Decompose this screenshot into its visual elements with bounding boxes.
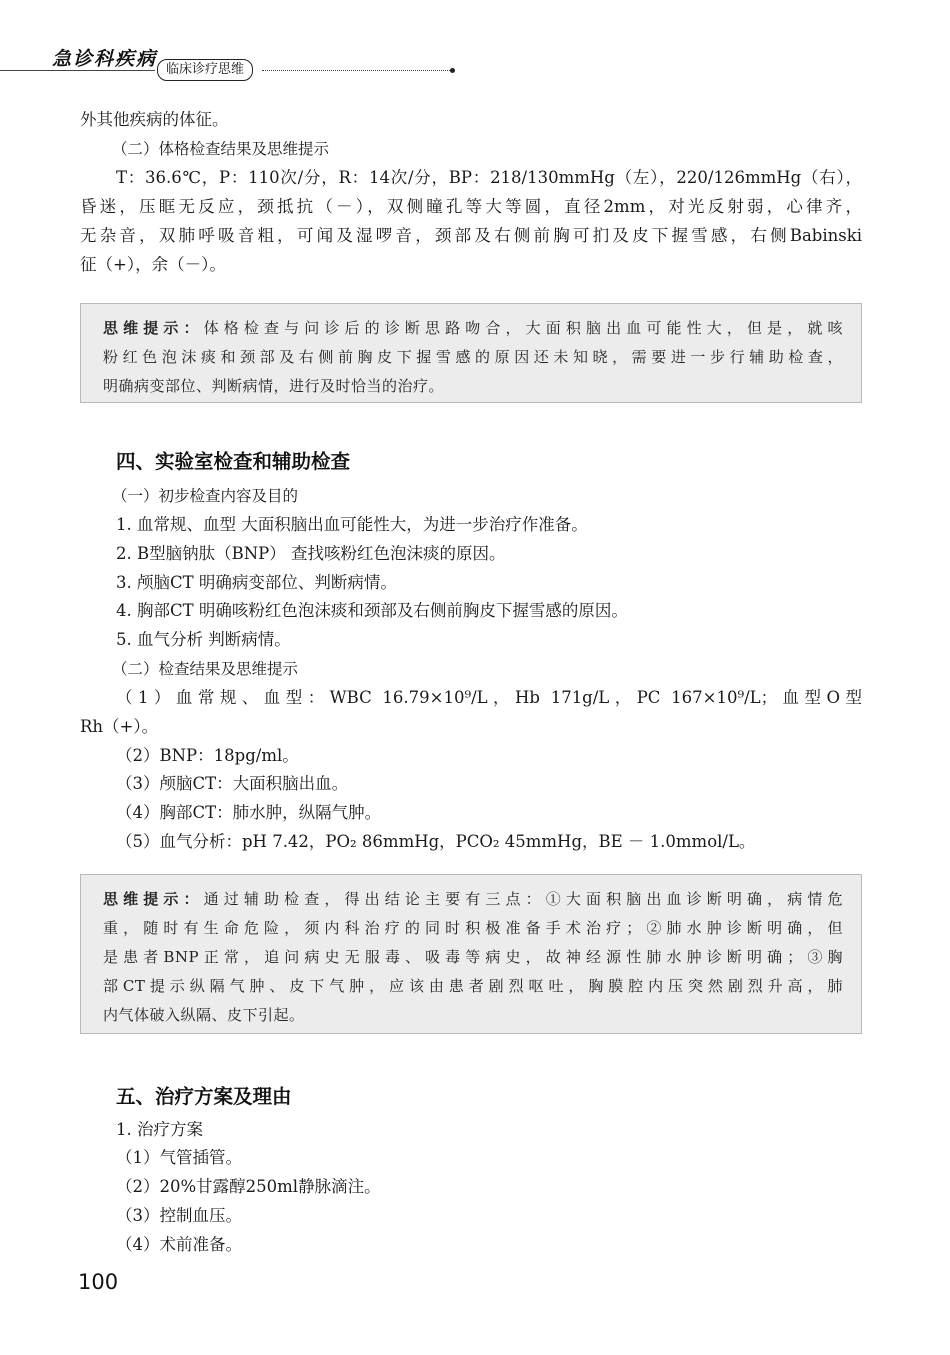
- list-item: （2）20%甘露醇250ml静脉滴注。: [116, 1177, 381, 1196]
- chapter-tag: 临床诊疗思维: [157, 59, 253, 81]
- tip-line: 是患者BNP正常，追问病史无服毒、吸毒等病史，故神经源性肺水肿诊断明确；③胸: [103, 948, 843, 966]
- list-item: （4）术前准备。: [116, 1235, 242, 1254]
- running-header: [0, 0, 950, 80]
- tip-label: 思维提示：: [103, 319, 204, 337]
- result-line: （5）血气分析：pH 7.42，PO₂ 86mmHg，PCO₂ 45mmHg，BE － 1.0mmol/L。: [116, 832, 756, 851]
- list-item: 1. 血常规、血型 大面积脑出血可能性大，为进一步治疗作准备。: [116, 515, 588, 534]
- result-line: （4）胸部CT：肺水肿，纵隔气肿。: [116, 803, 382, 822]
- tip-line: 粉红色泡沫痰和颈部及右侧前胸皮下握雪感的原因还未知晓，需要进一步行辅助检查，: [103, 348, 843, 366]
- tip-label: 思维提示：: [103, 890, 204, 908]
- thinking-tip-box: [80, 874, 862, 1034]
- tip-text: 通过辅助检查，得出结论主要有三点：①大面积脑出血诊断明确，病情危: [203, 890, 843, 908]
- result-line: （2）BNP：18pg/ml。: [116, 746, 299, 765]
- tip-line: 部CT提示纵隔气肿、皮下气肿，应该由患者剧烈呕吐，胸膜腔内压突然剧烈升高，肺: [103, 977, 843, 995]
- subheading: （二）体格检查结果及思维提示: [112, 140, 330, 158]
- subheading: 1. 治疗方案: [116, 1120, 203, 1139]
- list-item: （1）气管插管。: [116, 1148, 242, 1167]
- header-rule-right: [262, 70, 452, 71]
- list-item: 3. 颅脑CT 明确病变部位、判断病情。: [116, 573, 397, 592]
- section-title: 四、实验室检查和辅助检查: [116, 450, 351, 473]
- tip-line: 内气体破入纵隔、皮下引起。: [103, 1006, 305, 1024]
- list-item: 4. 胸部CT 明确咳粉红色泡沫痰和颈部及右侧前胸皮下握雪感的原因。: [116, 601, 628, 620]
- text-line: 征（+），余（－）。: [80, 255, 226, 274]
- tip-line: 明确病变部位、判断病情，进行及时恰当的治疗。: [103, 377, 445, 395]
- subheading: （二）检查结果及思维提示: [112, 660, 299, 678]
- result-line: （3）颅脑CT：大面积脑出血。: [116, 774, 349, 793]
- tip-line: [103, 885, 843, 914]
- result-line: （1）血常规、血型：WBC 16.79×10⁹/L，Hb 171g/L，PC 167×10⁹/L；血型O型: [116, 688, 862, 707]
- text-line: 外其他疾病的体征。: [80, 110, 229, 129]
- section-title: 五、治疗方案及理由: [116, 1085, 292, 1108]
- list-item: 5. 血气分析 判断病情。: [116, 630, 291, 649]
- text-line: 无杂音，双肺呼吸音粗，可闻及湿啰音，颈部及右侧前胸可扪及皮下握雪感，右侧Babinski: [80, 226, 862, 245]
- header-rule-left: [0, 70, 155, 71]
- tip-text: 体格检查与问诊后的诊断思路吻合，大面积脑出血可能性大，但是，就咳: [203, 319, 843, 337]
- thinking-tip-box: [80, 303, 862, 403]
- page-number: 100: [78, 1270, 119, 1294]
- text-line: 昏迷，压眶无反应，颈抵抗（－），双侧瞳孔等大等圆，直径2mm，对光反射弱，心律齐，: [80, 197, 862, 216]
- header-rule-dot: [450, 68, 455, 73]
- text-line: T：36.6℃，P：110次/分，R：14次/分，BP：218/130mmHg（左），220/126mmHg（右），: [116, 168, 862, 187]
- tip-line: [103, 314, 843, 343]
- tip-line: 重，随时有生命危险，须内科治疗的同时积极准备手术治疗；②肺水肿诊断明确，但: [103, 919, 843, 937]
- book-series-title: 急诊科疾病: [52, 48, 158, 70]
- subheading: （一）初步检查内容及目的: [112, 487, 299, 505]
- result-line: Rh（+）。: [80, 717, 159, 736]
- list-item: （3）控制血压。: [116, 1206, 242, 1225]
- list-item: 2. B型脑钠肽（BNP） 查找咳粉红色泡沫痰的原因。: [116, 544, 506, 563]
